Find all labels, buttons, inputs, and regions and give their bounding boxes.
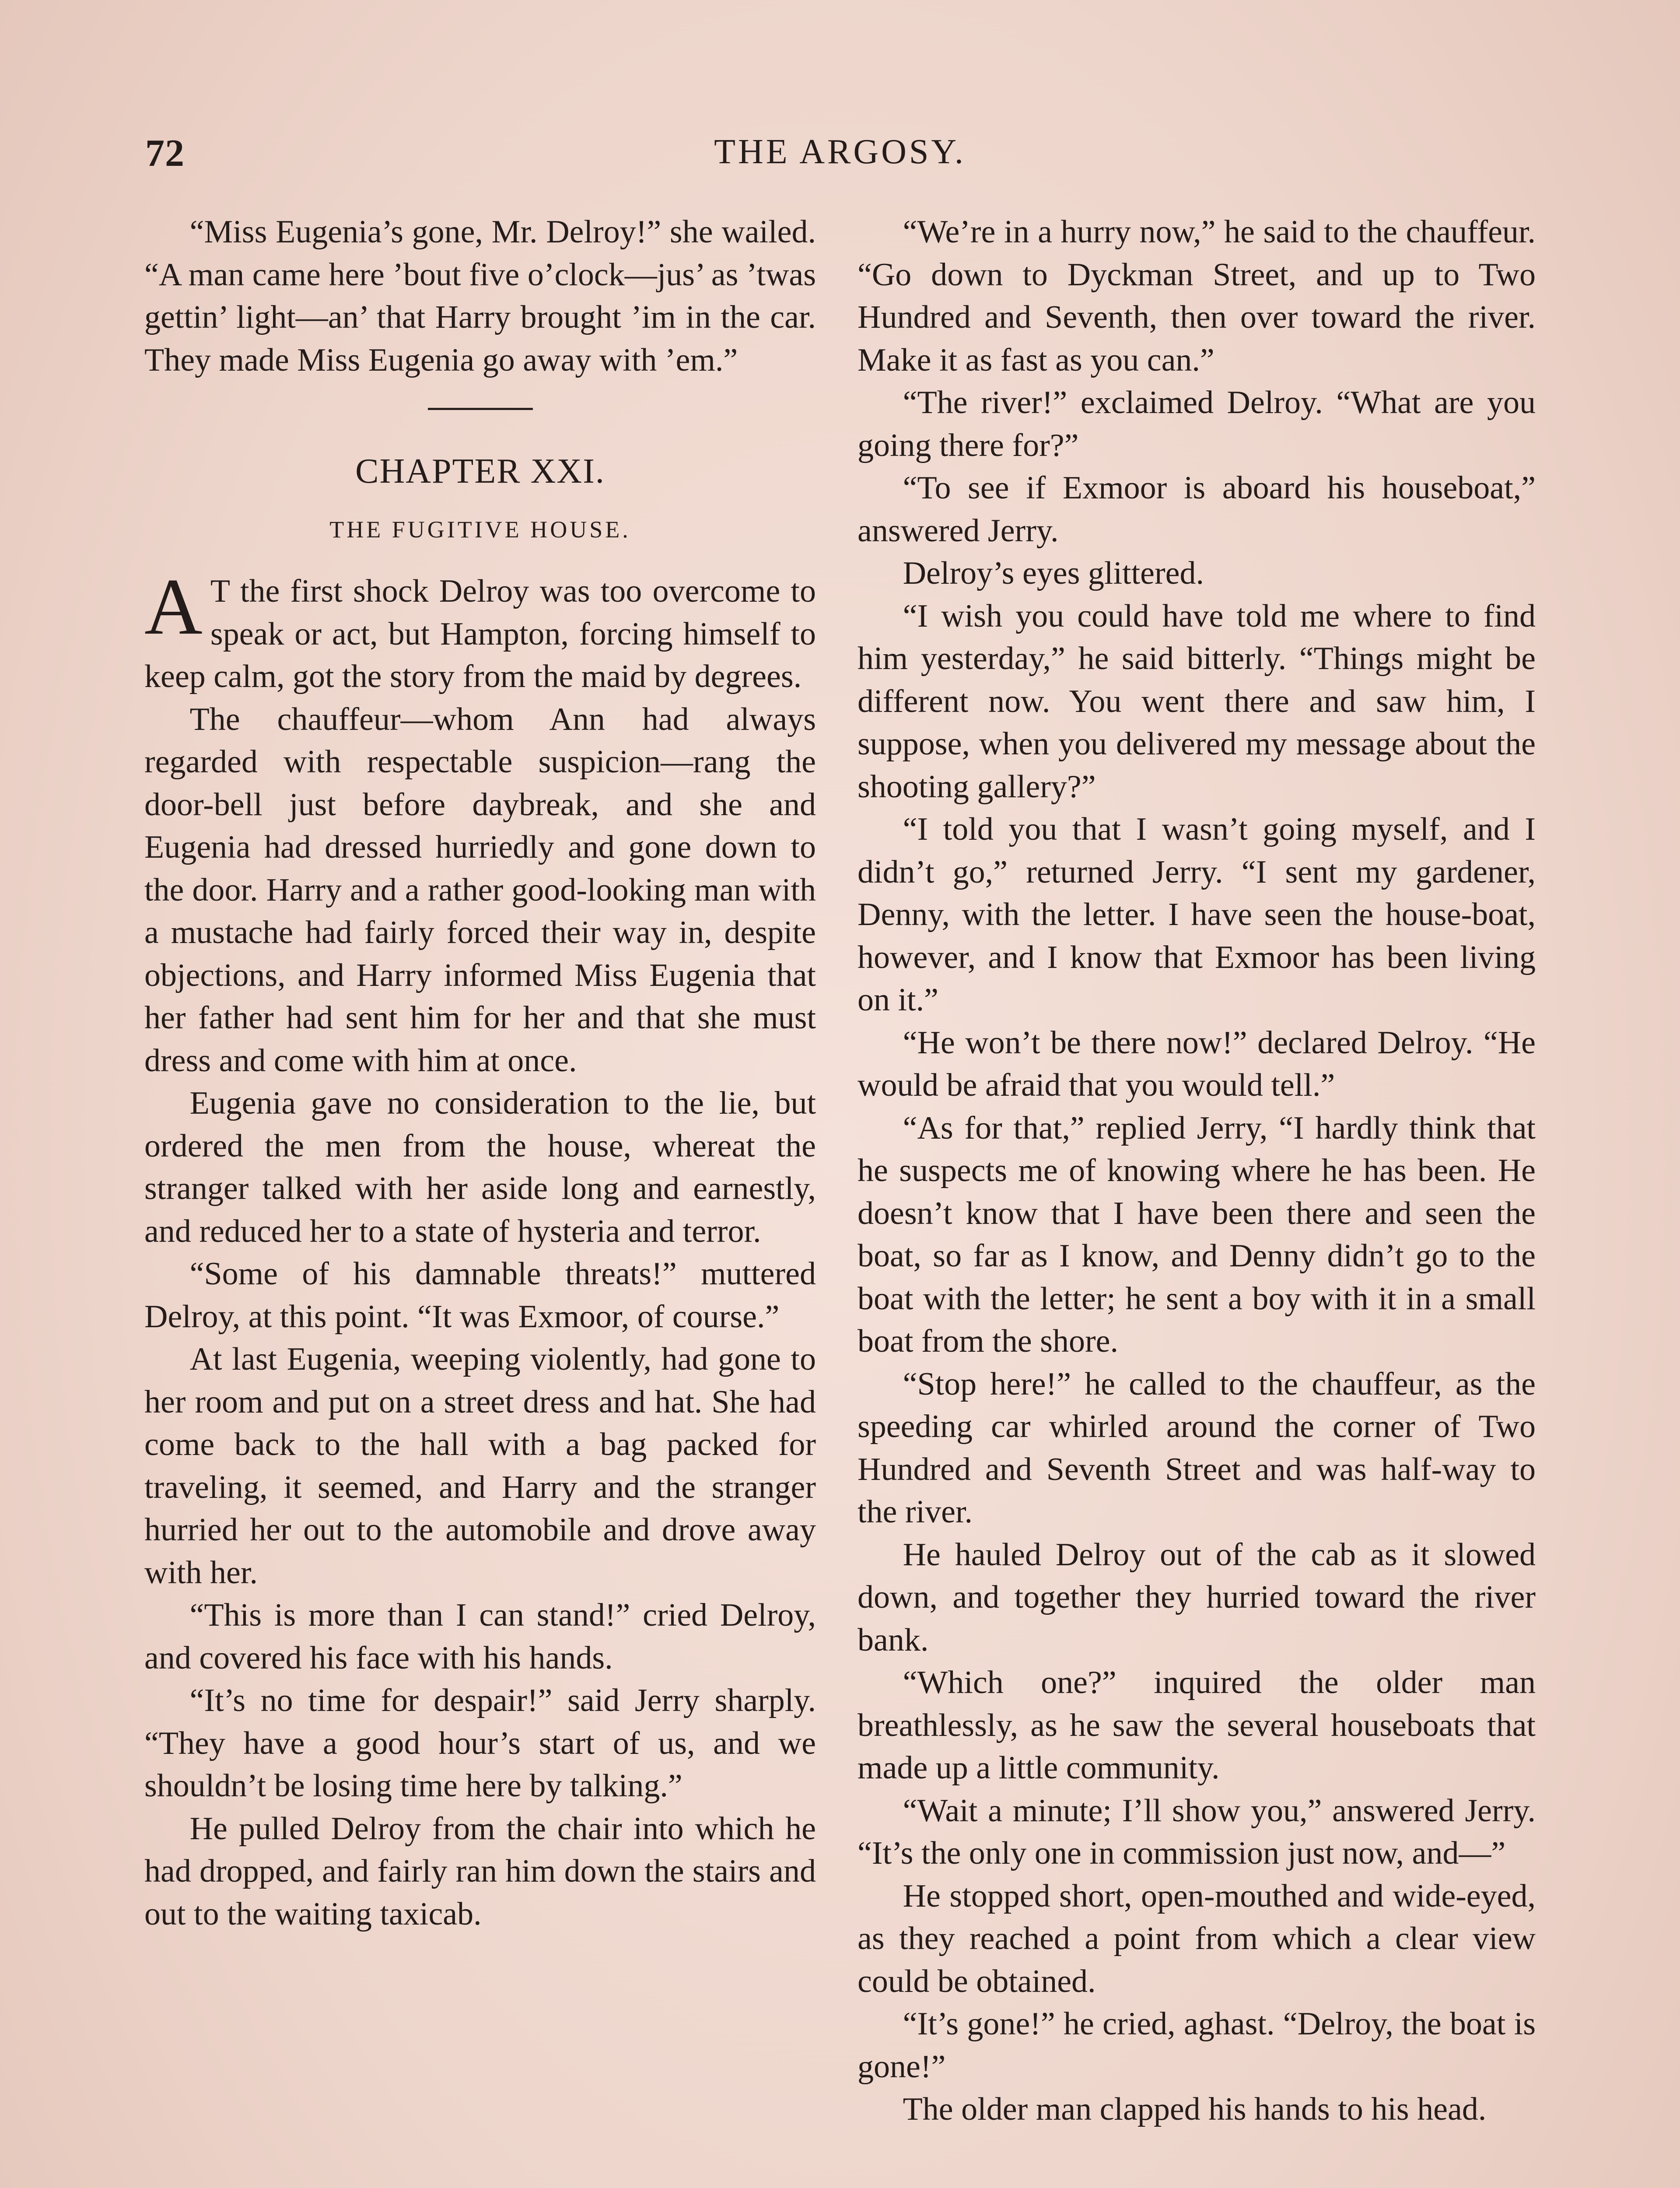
paragraph: “I told you that I wasn’t going myself, and I didn’t go,” returned Jerry. “I sent my gardener, Denny, with the letter. I have seen the house-boat, however, and I know that Exmoor has been living on it.” [858, 811, 1536, 1018]
paragraph: The chauffeur—whom Ann had always regarded with respectable suspicion—rang the door-bell just before daybreak, and she and Eugenia had dressed hurriedly and gone down to the door. Harry and a rather good-looking man with a mustache had fairly forced their way in, despite objections, and Harry informed Miss Eugenia that her father had sent him for her and that she must dress and come with him at once. [144, 701, 816, 1079]
paragraph: The older man clapped his hands to his head. [903, 2091, 1487, 2127]
paragraph: “He won’t be there now!” declared Delroy. “He would be afraid that you would tell.” [858, 1024, 1536, 1103]
opening-text: T the first shock Delroy was too overcome to speak or act, but Hampton, forcing himself to keep calm, got the story from the maid by degrees. [144, 573, 816, 694]
opening-paragraph [144, 562, 816, 698]
paragraph: “We’re in a hurry now,” he said to the chauffeur. “Go down to Dyckman Street, and up to Two Hundred and Seventh, then over toward the river. Make it as fast as you can.” [858, 214, 1536, 378]
paragraph: At last Eugenia, weeping violently, had gone to her room and put on a street dress and hat. She had come back to the hall with a bag packed for traveling, it seemed, and Harry and the stranger hurried her out to the automobile and drove away with her. [144, 1341, 816, 1591]
paragraph: “Some of his damnable threats!” muttered Delroy, at this point. “It was Exmoor, of course.” [144, 1256, 816, 1335]
left-column [144, 211, 816, 2188]
paragraph: He pulled Delroy from the chair into which he had dropped, and fairly ran him down the stairs and out to the waiting taxicab. [144, 1810, 816, 1932]
right-column [858, 211, 1536, 2188]
paragraph: “This is more than I can stand!” cried Delroy, and covered his face with his hands. [144, 1597, 816, 1676]
paragraph: “It’s gone!” he cried, aghast. “Delroy, the boat is gone!” [858, 2006, 1536, 2085]
section-divider [428, 408, 533, 410]
paragraph: “As for that,” replied Jerry, “I hardly think that he suspects me of knowing where he has been. He doesn’t know that I have been there and seen the boat, so far as I know, and Denny didn’t go to the boat with the letter; he sent a boy with it in a small boat from the shore. [858, 1110, 1536, 1359]
paragraph: “I wish you could have told me where to find him yesterday,” he said bitterly. “Things might be different now. You went there and saw him, I suppose, when you delivered my message about the shooting gallery?” [858, 598, 1536, 805]
paragraph: He hauled Delroy out of the cab as it slowed down, and together they hurried toward the river bank. [858, 1536, 1536, 1658]
drop-cap: A [144, 562, 203, 651]
paragraph: “To see if Exmoor is aboard his houseboat,” answered Jerry. [858, 470, 1536, 549]
chapter-subtitle: THE FUGITIVE HOUSE. [329, 516, 631, 543]
paragraph: “It’s no time for despair!” said Jerry sharply. “They have a good hour’s start of us, and we shouldn’t be losing time here by talking.” [144, 1683, 816, 1804]
paragraph: “Wait a minute; I’ll show you,” answered Jerry. “It’s the only one in commission just now, and—” [858, 1792, 1536, 1871]
paragraph: “Which one?” inquired the older man breathlessly, as he saw the several houseboats that made up a little community. [858, 1665, 1536, 1786]
paragraph: “Stop here!” he called to the chauffeur, as the speeding car whirled around the corner of Two Hundred and Seventh Street and was half-way to the river. [858, 1366, 1536, 1530]
paragraph: Eugenia gave no consideration to the lie, but ordered the men from the house, whereat the stranger talked with her aside long and earnestly, and reduced her to a state of hysteria and terror. [144, 1085, 816, 1249]
running-head: THE ARGOSY. [714, 133, 966, 171]
page-number: 72 [145, 132, 185, 175]
paragraph: “The river!” exclaimed Delroy. “What are you going there for?” [858, 385, 1536, 463]
paragraph: Delroy’s eyes glittered. [903, 555, 1204, 591]
paragraph: He stopped short, open-mouthed and wide-eyed, as they reached a point from which a clear view could be obtained. [858, 1878, 1536, 1999]
chapter-title: CHAPTER XXI. [355, 452, 605, 491]
paragraph: “Miss Eugenia’s gone, Mr. Delroy!” she wailed. “A man came here ’bout five o’clock—jus’ as ’twas gettin’ light—an’ that Harry brought ’im in the car. They made Miss Eugenia go away with ’em.” [144, 214, 816, 378]
